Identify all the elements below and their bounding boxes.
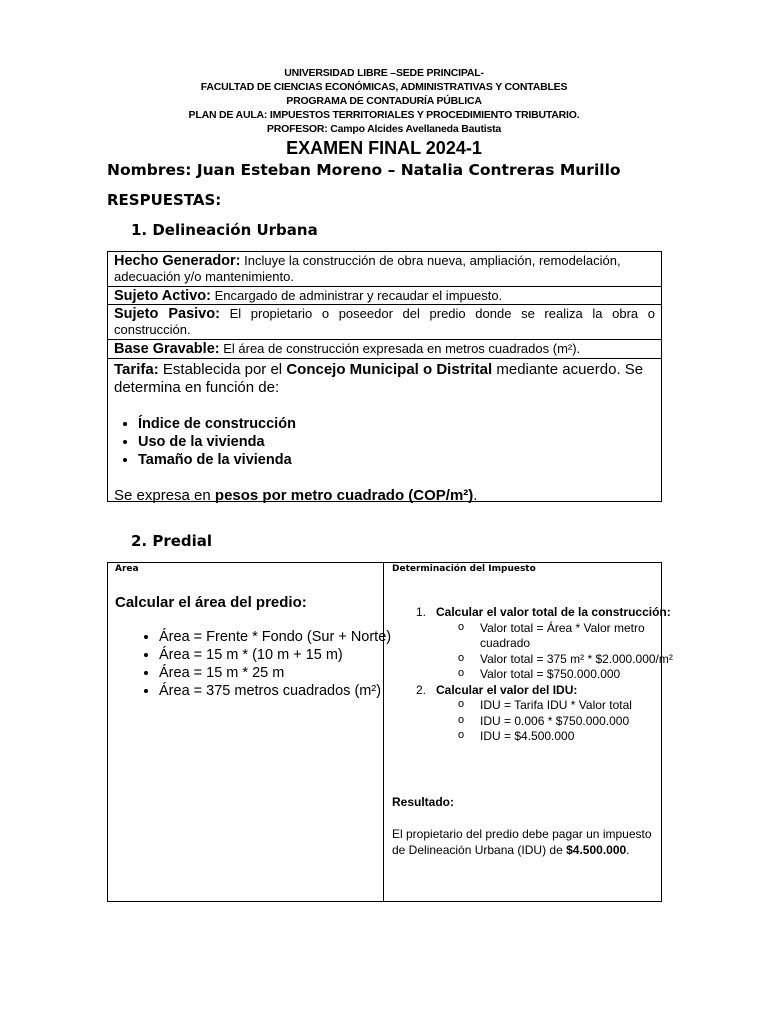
area-list [115, 628, 419, 700]
result-text-post: . [626, 842, 630, 857]
activo-text: Encargado de administrar y recaudar el impuesto. [214, 288, 503, 303]
list-item: • Área = 15 m * (10 m + 15 m) [159, 646, 419, 664]
header-university: UNIVERSIDAD LIBRE –SEDE PRINCIPAL- [284, 67, 484, 79]
base-label: Base Gravable: [114, 341, 220, 357]
list-item: • Tamaño de la vivienda [138, 451, 655, 469]
header-program: PROGRAMA DE CONTADURÍA PÚBLICA [286, 95, 482, 107]
list-item: o IDU = 0.006 * $750.000.000 [480, 714, 696, 730]
list-item: o IDU = $4.500.000 [480, 729, 696, 745]
section-title-predial: 2. Predial [131, 532, 213, 550]
row-sujeto-activo [108, 287, 661, 305]
list-item: • Área = 375 metros cuadrados (m²) [159, 682, 419, 700]
section-title-delineacion: 1. Delineación Urbana [131, 221, 318, 239]
step-item [416, 682, 696, 745]
row-tarifa [108, 359, 661, 504]
step-sublist [436, 698, 696, 745]
result-text-pre: El propietario del predio debe pagar un impuesto de Delineación Urbana (IDU) de [392, 827, 652, 857]
step-item [416, 605, 696, 683]
determinacion-steps [392, 605, 696, 745]
student-names: Nombres: Juan Esteban Moreno – Natalia Contreras Murillo [107, 161, 621, 179]
result-label: Resultado: [392, 795, 455, 809]
step-number: 2. [416, 682, 427, 697]
area-title: Calcular el área del predio: [115, 594, 307, 611]
list-item: • Área = 15 m * 25 m [159, 664, 419, 682]
tarifa-text-bold: Concejo Municipal o Distrital [286, 361, 493, 378]
hecho-text: Incluye la construcción de obra nueva, ampliación, remodelación, adecuación y/o mantenimiento. [114, 253, 621, 284]
area-column-header: Area [115, 564, 139, 574]
answers-label: RESPUESTAS: [107, 191, 222, 209]
list-item: • Área = Frente * Fondo (Sur + Norte) [159, 628, 419, 646]
tarifa-footer-bold: pesos por metro cuadrado (COP/m²) [214, 487, 474, 504]
row-hecho-generador [108, 252, 661, 287]
tarifa-label: Tarifa: [114, 361, 159, 378]
delineacion-table [107, 251, 662, 502]
step-number: 1. [416, 605, 427, 619]
activo-label: Sujeto Activo: [114, 288, 211, 304]
list-item: • Índice de construcción [138, 415, 655, 433]
tarifa-paragraph [114, 361, 655, 397]
pasivo-label: Sujeto Pasivo: [114, 306, 220, 322]
predial-table [107, 562, 673, 902]
pasivo-text: El propietario o poseedor del predio donde se realiza la obra o construcción. [114, 306, 655, 337]
row-base-gravable [108, 340, 661, 359]
determinacion-column [384, 563, 673, 901]
row-sujeto-pasivo [108, 305, 661, 340]
tarifa-footer-pre: Se expresa en [114, 487, 211, 504]
tarifa-text-pre: Establecida por el [162, 361, 283, 378]
exam-title: EXAMEN FINAL 2024-1 [286, 138, 482, 158]
step-sublist [436, 621, 696, 683]
tarifa-footer-post: . [473, 487, 478, 504]
result-text [392, 827, 654, 858]
header-faculty: FACULTAD DE CIENCIAS ECONÓMICAS, ADMINISTRATIVAS Y CONTABLES [200, 81, 568, 93]
tarifa-list [114, 415, 655, 469]
list-item: o Valor total = 375 m² * $2.000.000/m² [480, 652, 696, 668]
header-plan: PLAN DE AULA: IMPUESTOS TERRITORIALES Y PROCEDIMIENTO TRIBUTARIO. [188, 109, 580, 121]
tarifa-text-post: mediante acuerdo. Se determina en función de: [114, 361, 644, 396]
hecho-label: Hecho Generador: [114, 253, 241, 269]
step-title: Calcular el valor total de la construcción: [436, 605, 671, 619]
list-item: • Uso de la vivienda [138, 433, 655, 451]
tarifa-footer [114, 487, 655, 505]
list-item: o Valor total = Área * Valor metro cuadrado [480, 621, 696, 652]
list-item: o Valor total = $750.000.000 [480, 667, 696, 683]
list-item: o IDU = Tarifa IDU * Valor total [480, 698, 696, 714]
header-professor: PROFESOR: Campo Alcides Avellaneda Bautista [266, 123, 502, 135]
determinacion-column-header: Determinación del Impuesto [392, 564, 536, 574]
area-column [108, 563, 392, 901]
base-text: El área de construcción expresada en metros cuadrados (m²). [223, 341, 581, 356]
step-title: Calcular el valor del IDU: [436, 682, 578, 697]
result-amount: $4.500.000 [566, 842, 627, 857]
